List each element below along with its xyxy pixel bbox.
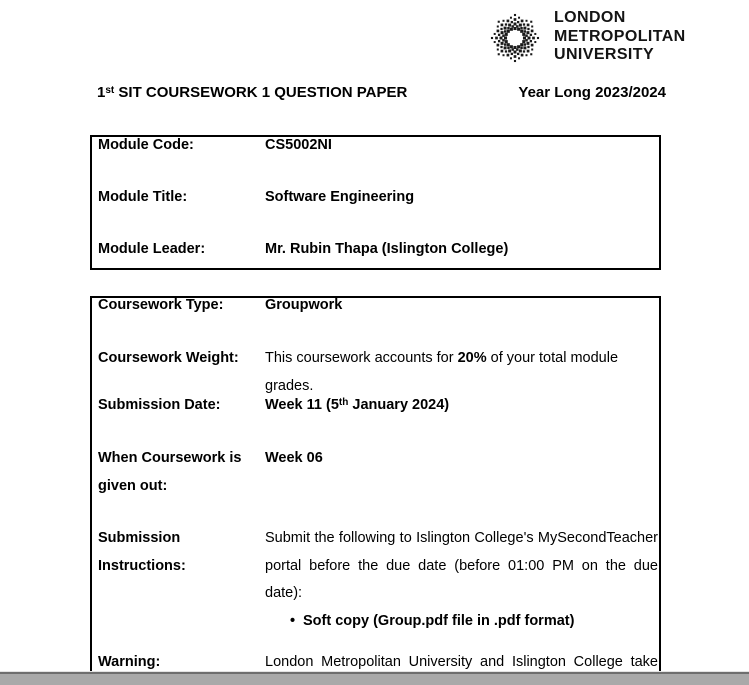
window-bottom-edge-bar <box>0 672 749 685</box>
submission-date-row <box>98 392 656 421</box>
bullet-icon: • <box>290 612 296 629</box>
paper-title <box>97 84 407 103</box>
coursework-weight-label: Coursework Weight: <box>98 350 239 366</box>
paper-title-ordinal: st <box>105 84 115 96</box>
university-logo-sunburst-icon <box>489 12 541 64</box>
weight-text-post: of your total module grades. <box>265 350 619 394</box>
submission-instructions-label: Submission Instructions: <box>98 530 186 574</box>
module-code-row <box>98 132 656 160</box>
coursework-type-value: Groupwork <box>265 297 343 313</box>
submission-date-label: Submission Date: <box>98 397 221 413</box>
date-text-pre: Week 11 (5 <box>265 397 339 413</box>
module-code-value: CS5002NI <box>265 137 332 153</box>
module-code-label: Module Code: <box>98 137 194 153</box>
academic-year: Year Long 2023/2024 <box>518 84 666 101</box>
module-title-row <box>98 184 656 212</box>
coursework-type-row <box>98 292 656 320</box>
weight-percentage: 20% <box>457 350 487 366</box>
given-out-row <box>98 445 656 500</box>
weight-text-pre: This coursework accounts for <box>265 350 458 366</box>
warning-value: London Metropolitan University and Islington College take <box>265 654 658 670</box>
coursework-type-label: Coursework Type: <box>98 297 224 313</box>
module-title-label: Module Title: <box>98 189 188 205</box>
paper-header <box>97 84 666 103</box>
date-ordinal: th <box>338 396 349 408</box>
module-info-table <box>90 135 661 270</box>
submission-bullet-text: Soft copy (Group.pdf file in .pdf format) <box>303 612 575 629</box>
logo-line-3: UNIVERSITY <box>554 46 655 63</box>
paper-title-number: 1 <box>97 84 106 101</box>
submission-instructions-paragraph: Submit the following to Islington College's MySecondTeacher portal before the due date (before 01:00 PM on the due date): <box>265 530 658 601</box>
university-logo <box>489 10 686 65</box>
logo-line-1: LONDON <box>554 9 626 26</box>
paper-title-text: SIT COURSEWORK 1 QUESTION PAPER <box>114 84 408 101</box>
submission-instructions-row <box>98 525 656 635</box>
module-leader-label: Module Leader: <box>98 241 206 257</box>
university-logo-wordmark <box>554 9 686 65</box>
warning-label: Warning: <box>98 654 161 670</box>
module-title-value: Software Engineering <box>265 189 415 205</box>
submission-instructions-value <box>265 525 658 635</box>
module-leader-value: Mr. Rubin Thapa (Islington College) <box>265 241 509 257</box>
date-text-post: January 2024) <box>348 397 450 413</box>
given-out-value: Week 06 <box>265 450 323 466</box>
submission-bullet-item <box>290 608 658 636</box>
logo-line-2: METROPOLITAN <box>554 27 686 45</box>
given-out-label: When Coursework is given out: <box>98 450 242 494</box>
submission-date-value <box>265 392 658 421</box>
coursework-info-table <box>90 296 661 685</box>
module-leader-row <box>98 236 656 264</box>
